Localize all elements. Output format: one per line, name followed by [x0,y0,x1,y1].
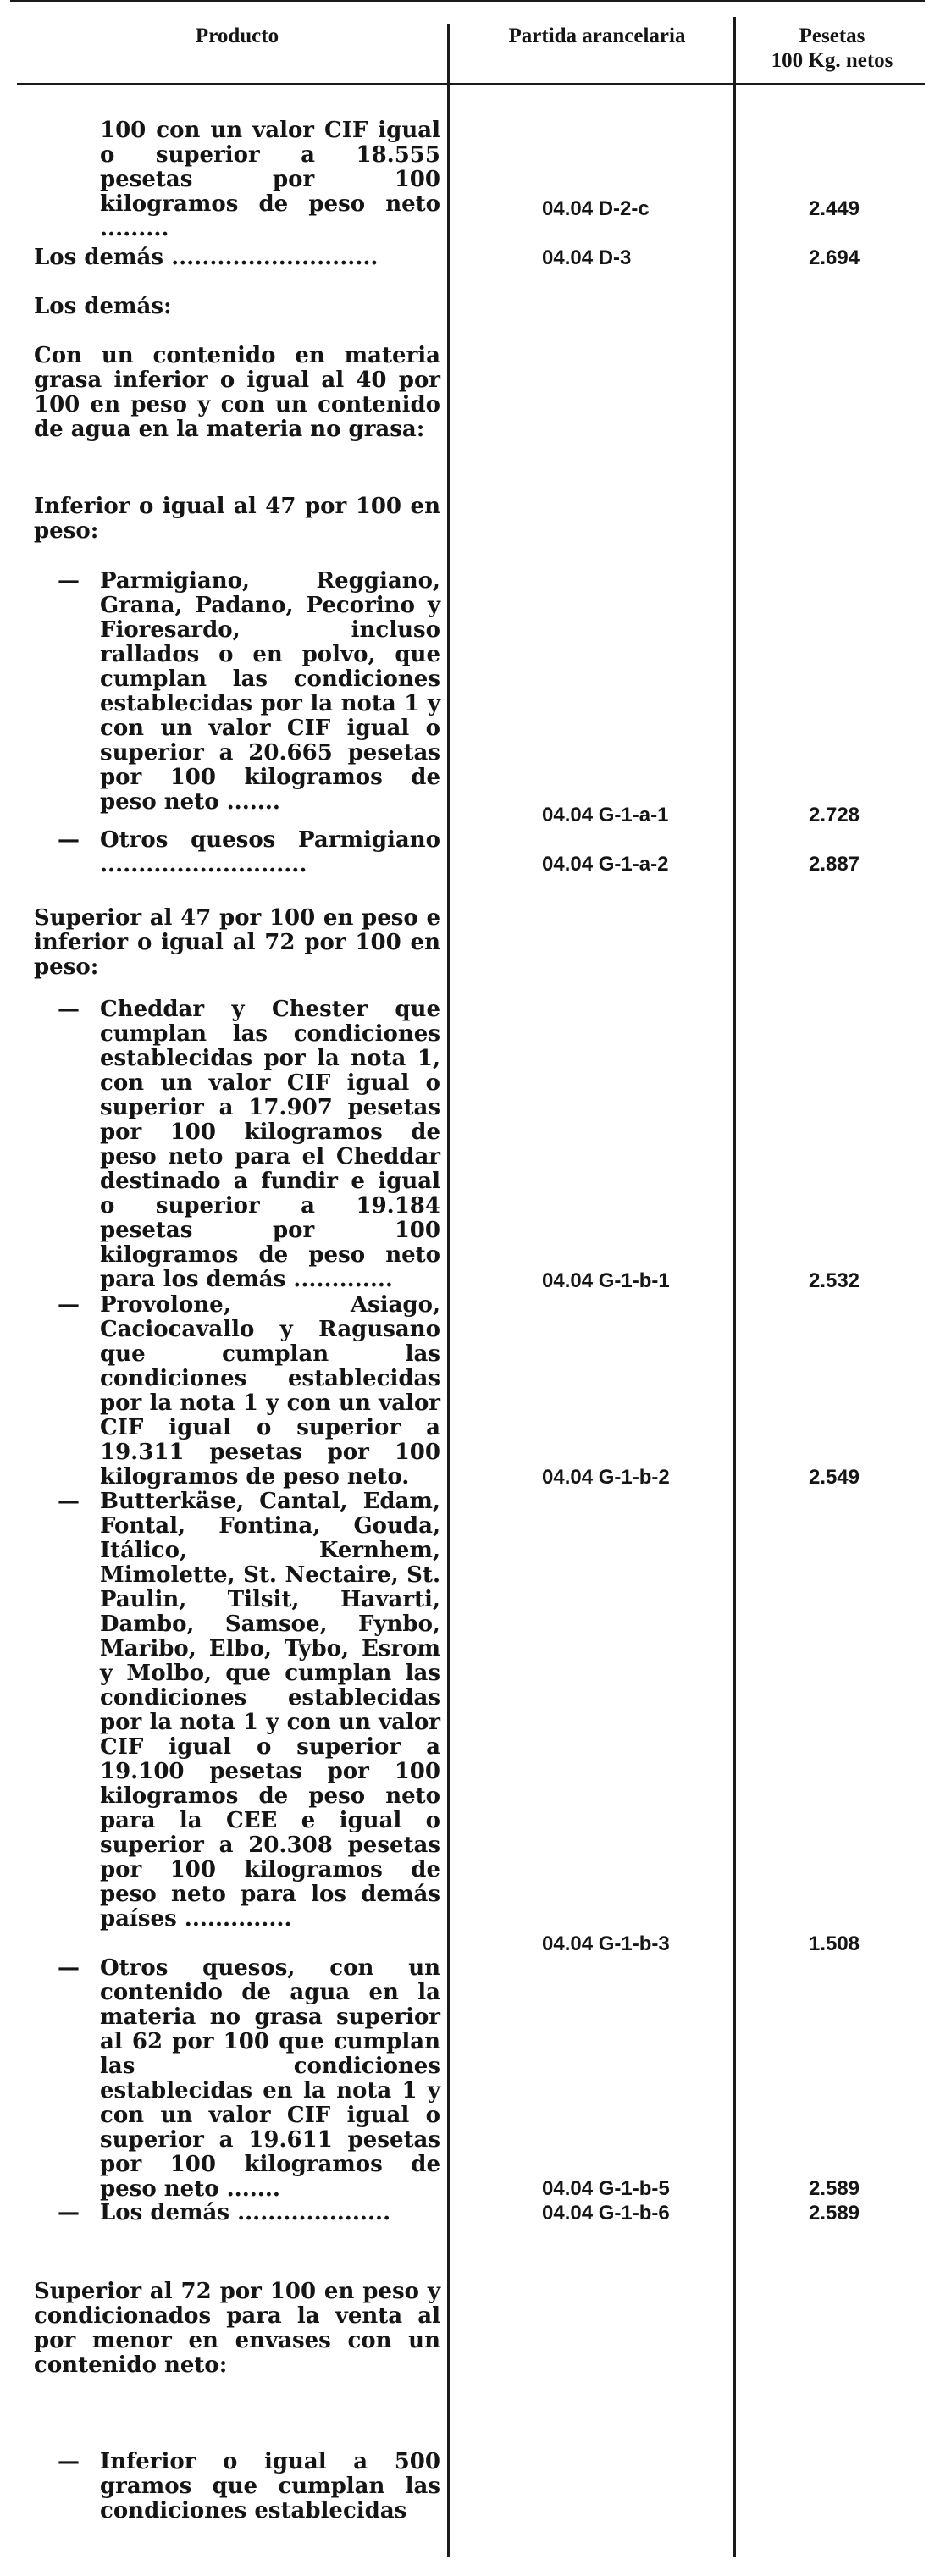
header-tariff: Partida arancelaria [508,25,686,47]
list-item-parmigiano [58,569,440,815]
header-rate-line1: Pesetas [799,25,865,47]
tariff-code: 04.04 G-1-a-1 [542,804,669,826]
column-divider-2 [733,17,736,2557]
item-text: Cheddar y Chester que cumplan las condiciones establecidas por la nota 1, con un valor CIF igual o superior a 17.907 pesetas por 100 kilogramos de peso neto para el Cheddar destinado a fundir e igual o superior a 19.184 pesetas por 100 kilogramos de peso neto para los demás ............. [100,997,440,1292]
item-text: Parmigiano, Reggiano, Grana, Padano, Pecorino y Fioresardo, incluso rallados o en polvo, que cumplan las condiciones establecidas por la nota 1 y con un valor CIF igual o superior a 20.665 pesetas por 100 kilogramos de peso neto ....... [100,568,440,815]
rate-value: 1.508 [808,1932,860,1955]
item-text: Inferior o igual a 500 gramos que cumplan las condiciones establecidas [100,2449,440,2523]
top-rule [10,0,925,2]
dash-marker: — [58,997,80,1022]
dash-marker: — [58,568,80,594]
list-item-otros-quesos [58,1956,440,2202]
rate-value: 2.694 [808,246,860,269]
rate-value: 2.449 [808,197,860,220]
rate-value: 2.589 [808,2177,860,2200]
header-product: Producto [195,25,279,47]
rate-value: 2.532 [808,1269,860,1292]
tariff-code: 04.04 G-1-b-2 [542,1466,670,1489]
tariff-code: 04.04 G-1-b-1 [542,1269,670,1292]
tariff-code: 04.04 G-1-a-2 [542,853,669,876]
list-item-provolone [58,1293,440,1490]
product-text-1: 100 con un valor CIF igual o superior a 18.555 pesetas por 100 kilogramos de peso neto ......... [100,118,440,241]
tariff-code: 04.04 D-3 [542,246,632,269]
tariff-code: 04.04 D-2-c [542,197,650,220]
product-heading-3: Inferior o igual al 47 por 100 en peso: [34,494,440,544]
dash-marker: — [58,2200,80,2225]
rate-value: 2.589 [808,2202,860,2225]
list-item-inferior-500 [58,2450,440,2523]
tariff-code: 04.04 G-1-b-5 [542,2177,670,2200]
tariff-code: 04.04 G-1-b-3 [542,1932,670,1955]
dash-marker: — [58,1489,80,1514]
list-item-los-demas [58,2201,440,2225]
product-heading-4: Superior al 47 por 100 en peso e inferior o igual al 72 por 100 en peso: [34,905,440,980]
product-heading-5: Superior al 72 por 100 en peso y condicionados para la venta al por menor en envases con un contenido neto: [34,2279,440,2378]
dash-marker: — [58,1292,80,1318]
rate-value: 2.728 [808,804,860,826]
product-heading-1: Los demás: [34,294,172,319]
dash-marker: — [58,827,80,853]
dash-marker: — [58,1955,80,1981]
list-item-otros-parmigiano [58,828,440,877]
header-rate-line2: 100 Kg. netos [771,49,893,72]
rate-value: 2.887 [808,853,860,876]
dash-marker: — [58,2449,80,2474]
item-text: Los demás .................... [100,2200,391,2225]
product-text-2: Los demás ........................... [34,245,379,270]
list-item-cheddar [58,998,440,1292]
item-text: Otros quesos, con un contenido de agua en la materia no grasa superior al 62 por 100 que cumplan las condiciones establecidas en la nota 1 y con un valor CIF igual o superior a 19.611 pesetas por 100 kilogramos de peso neto ....... [100,1955,440,2202]
list-item-butterkase [58,1490,440,1932]
column-divider-1 [447,24,450,2557]
rate-value: 2.549 [808,1466,860,1489]
item-text: Butterkäse, Cantal, Edam, Fontal, Fontina, Gouda, Itálico, Kernhem, Mimolette, St. Nectaire, St. Paulin, Tilsit, Havarti, Dambo, Samsoe, Fynbo, Maribo, Elbo, Tybo, Esrom y Molbo, que cumplan las condiciones establecidas por la nota 1 y con un valor CIF igual o superior a 19.100 pesetas por 100 kilogramos de peso neto para la CEE e igual o superior a 20.308 pesetas por 100 kilogramos de peso neto para los demás países .............. [100,1489,440,1932]
header-rule [17,83,925,85]
product-heading-2: Con un contenido en materia grasa inferior o igual al 40 por 100 en peso y con un contenido de agua en la materia no grasa: [34,343,440,442]
item-text: Provolone, Asiago, Caciocavallo y Ragusano que cumplan las condiciones establecidas por la nota 1 y con un valor CIF igual o superior a 19.311 pesetas por 100 kilogramos de peso neto. [100,1292,440,1490]
item-text: Otros quesos Parmigiano ........................... [100,827,440,877]
header-rate [737,24,927,73]
tariff-code: 04.04 G-1-b-6 [542,2202,670,2225]
